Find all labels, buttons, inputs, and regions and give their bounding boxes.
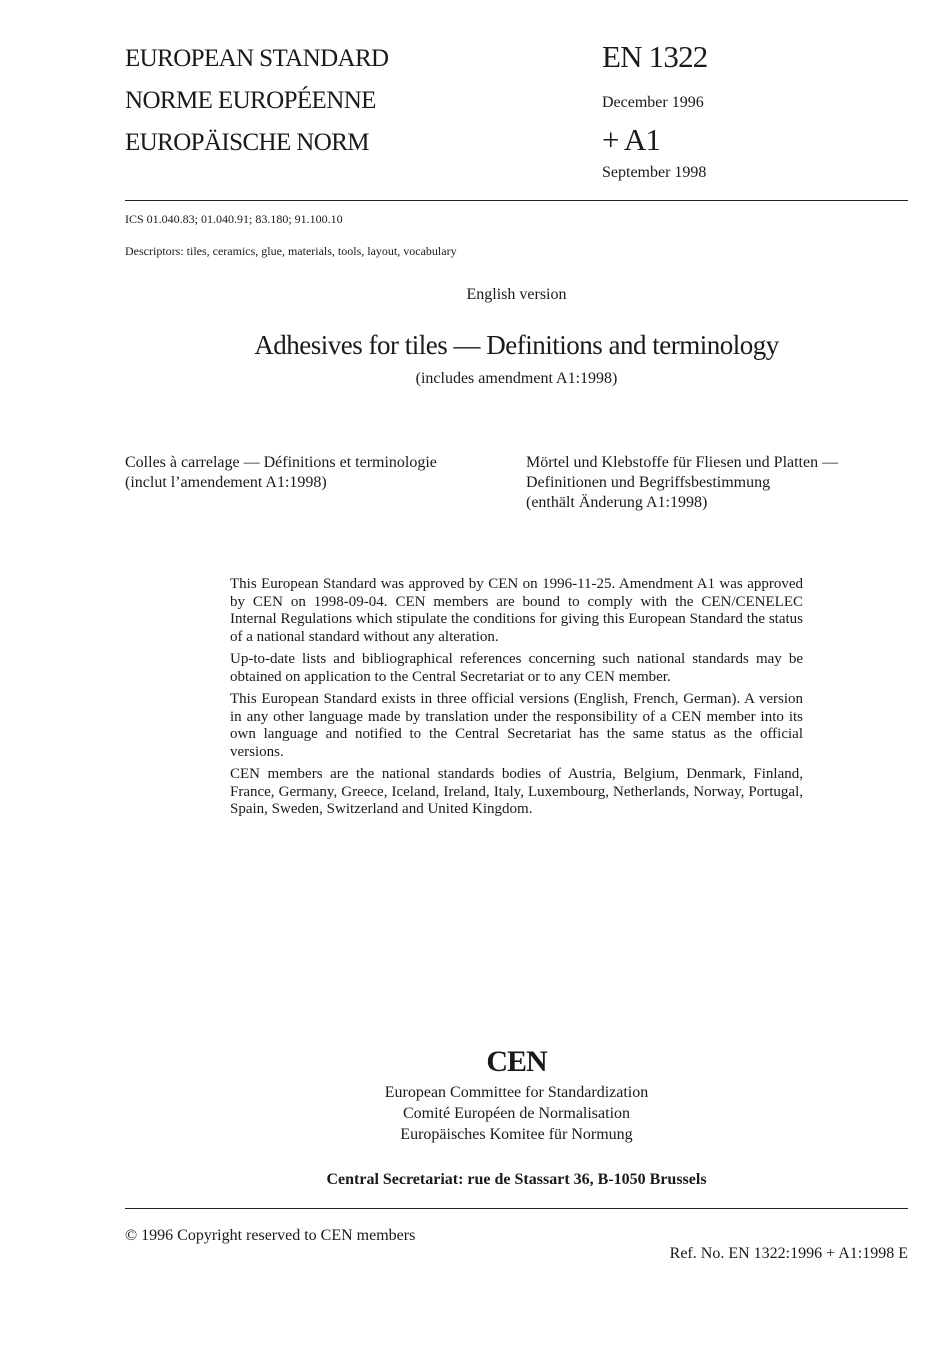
cen-name-en: European Committee for Standardization (384, 1084, 649, 1101)
french-title (125, 453, 505, 493)
standard-name-fr: NORME EUROPÉENNE (125, 87, 376, 114)
standard-name-de: EUROPÄISCHE NORM (125, 129, 369, 156)
document-subtitle: (includes amendment A1:1998) (415, 370, 618, 387)
standard-name-en: EUROPEAN STANDARD (125, 45, 389, 72)
amendment-label: + A1 (602, 122, 661, 157)
cen-name-de: Europäisches Komitee für Normung (400, 1126, 633, 1143)
ics-codes: ICS 01.040.83; 01.040.91; 83.180; 91.100.10 (125, 212, 343, 226)
cen-name-fr: Comité Européen de Normalisation (402, 1105, 631, 1122)
german-title (526, 453, 906, 513)
french-title-line: (inclut l’amendement A1:1998) (125, 474, 327, 491)
standard-date: December 1996 (602, 94, 704, 111)
standard-number: EN 1322 (602, 39, 708, 74)
document-title: Adhesives for tiles — Definitions and terminology (254, 330, 779, 360)
paragraph: This European Standard was approved by CEN on 1996-11-25. Amendment A1 was approved by CEN on 1998-09-04. CEN members are bound to comply with the CEN/CENELEC Internal Regulations which stipulate the conditions for giving this European Standard the status of a national standard without any alteration. (230, 576, 803, 645)
descriptors: Descriptors: tiles, ceramics, glue, materials, tools, layout, vocabulary (125, 244, 457, 258)
version-label: English version (466, 286, 567, 303)
german-title-line: Mörtel und Klebstoffe für Fliesen und Platten — (526, 454, 839, 471)
german-title-line: (enthält Änderung A1:1998) (526, 494, 708, 511)
footer-divider (125, 1208, 908, 1209)
copyright: © 1996 Copyright reserved to CEN members (125, 1227, 416, 1244)
french-title-line: Colles à carrelage — Définitions et terminologie (125, 454, 437, 471)
header-divider (125, 200, 908, 201)
paragraph: CEN members are the national standards bodies of Austria, Belgium, Denmark, Finland, France, Germany, Greece, Iceland, Ireland, Italy, Luxembourg, Netherlands, Norway, Portugal, Spain, Sweden, Switzerland and United Kingdom. (230, 766, 803, 817)
german-title-line: Definitionen und Begriffsbestimmung (526, 474, 771, 491)
cen-logo: CEN (486, 1045, 547, 1078)
paragraph: This European Standard exists in three official versions (English, French, German). A version in any other language made by translation under the responsibility of a CEN member into its own language and notified to the Central Secretariat has the same status as the official versions. (230, 691, 803, 760)
paragraph: Up-to-date lists and bibliographical references concerning such national standards may be obtained on application to the Central Secretariat or to any CEN member. (230, 651, 803, 685)
amendment-date: September 1998 (602, 164, 707, 181)
reference-number: Ref. No. EN 1322:1996 + A1:1998 E (669, 1245, 908, 1262)
central-secretariat: Central Secretariat: rue de Stassart 36, B-1050 Brussels (326, 1171, 707, 1188)
approval-text (230, 576, 803, 824)
